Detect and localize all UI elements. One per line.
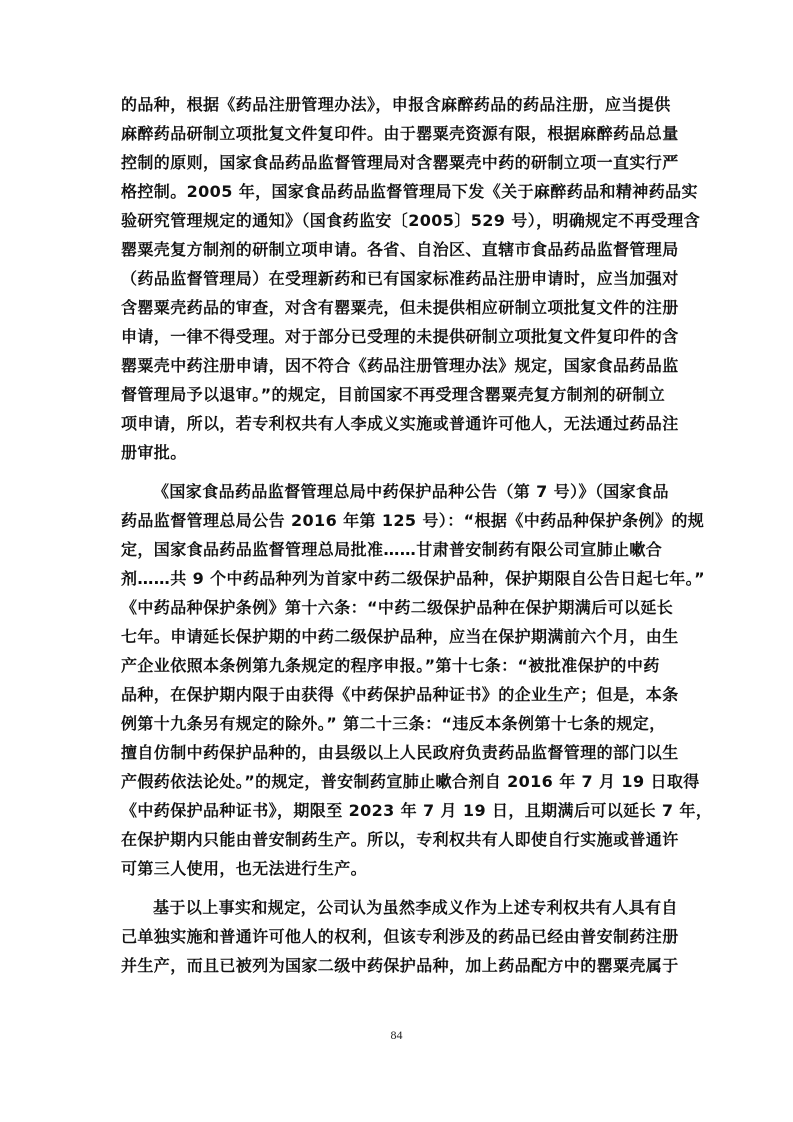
text-line: 并生产，而且已被列为国家二级中药保护品种，加上药品配方中的罂粟壳属于 <box>121 956 679 975</box>
text-line: 己单独实施和普通许可他人的权利，但该专利涉及的药品已经由普安制药注册 <box>121 927 679 946</box>
text-line: 罂粟壳复方制剂的研制立项申请。各省、自治区、直辖市食品药品监督管理局 <box>121 240 679 259</box>
text-line: 品种，在保护期内限于由获得《中药保护品种证书》的企业生产；但是，本条 <box>121 685 679 704</box>
paragraph-3 <box>121 893 681 980</box>
text-line: 申请，一律不得受理。对于部分已受理的未提供研制立项批复文件复印件的含 <box>121 327 679 346</box>
text-line: 验研究管理规定的通知》（国食药监安〔2005〕529 号），明确规定不再受理含 <box>121 211 701 230</box>
text-line: 七年。申请延长保护期的中药二级保护品种，应当在保护期满前六个月，由生 <box>121 627 679 646</box>
text-line: 擅自仿制中药保护品种的，由县级以上人民政府负责药品监督管理的部门以生 <box>121 743 679 762</box>
text-line: 含罂粟壳药品的审查，对含有罂粟壳，但未提供相应研制立项批复文件的注册 <box>121 298 679 317</box>
text-line: 督管理局予以退审。”的规定，目前国家不再受理含罂粟壳复方制剂的研制立 <box>121 385 666 404</box>
text-line: 例第十九条另有规定的除外。” 第二十三条：“违反本条例第十七条的规定， <box>121 714 666 733</box>
text-line: 项申请，所以，若专利权共有人李成义实施或普通许可他人，无法通过药品注 <box>121 414 679 433</box>
text-line: 罂粟壳中药注册申请，因不符合《药品注册管理办法》规定，国家食品药品监 <box>121 356 679 375</box>
paragraph-gap <box>121 883 681 893</box>
text-line: 药品监督管理总局公告 2016 年第 125 号）：“根据《中药品种保护条例》的规 <box>121 511 705 530</box>
page-number: 84 <box>390 1028 403 1042</box>
paragraph-2 <box>121 477 713 883</box>
text-line: 格控制。2005 年，国家食品药品监督管理局下发《关于麻醉药品和精神药品实 <box>121 182 698 201</box>
text-line: 产假药依法论处。”的规定，普安制药宣肺止嗽合剂自 2016 年 7 月 19 日取得 <box>121 772 700 791</box>
body-text <box>121 90 713 980</box>
text-line: 在保护期内只能由普安制药生产。所以，专利权共有人即使自行实施或普通许 <box>121 830 679 849</box>
text-line: 产企业依照本条例第九条规定的程序申报。”第十七条：“被批准保护的中药 <box>121 656 660 675</box>
text-line: 《国家食品药品监督管理总局中药保护品种公告（第 7 号）》（国家食品 <box>153 482 669 501</box>
paragraph-gap <box>121 467 681 477</box>
text-line: 《中药品种保护条例》第十六条：“中药二级保护品种在保护期满后可以延长 <box>121 598 674 617</box>
text-line: 的品种，根据《药品注册管理办法》，申报含麻醉药品的药品注册，应当提供 <box>121 95 671 114</box>
paragraph-1 <box>121 90 701 467</box>
text-line: 定，国家食品药品监督管理总局批准……甘肃普安制药有限公司宣肺止嗽合 <box>121 540 663 559</box>
text-line: 基于以上事实和规定，公司认为虽然李成义作为上述专利权共有人具有自 <box>153 898 678 917</box>
text-line: 控制的原则，国家食品药品监督管理局对含罂粟壳中药的研制立项一直实行严 <box>121 153 679 172</box>
text-line: 可第三人使用，也无法进行生产。 <box>121 859 368 878</box>
text-line: 剂……共 9 个中药品种列为首家中药二级保护品种，保护期限自公告日起七年。” <box>121 569 705 588</box>
text-line: 册审批。 <box>121 443 187 462</box>
text-line: （药品监督管理局）在受理新药和已有国家标准药品注册申请时，应当加强对 <box>121 269 679 288</box>
text-line: 《中药保护品种证书》，期限至 2023 年 7 月 19 日，且期满后可以延长 7 年， <box>121 801 713 820</box>
text-line: 麻醉药品研制立项批复文件复印件。由于罂粟壳资源有限，根据麻醉药品总量 <box>121 124 679 143</box>
